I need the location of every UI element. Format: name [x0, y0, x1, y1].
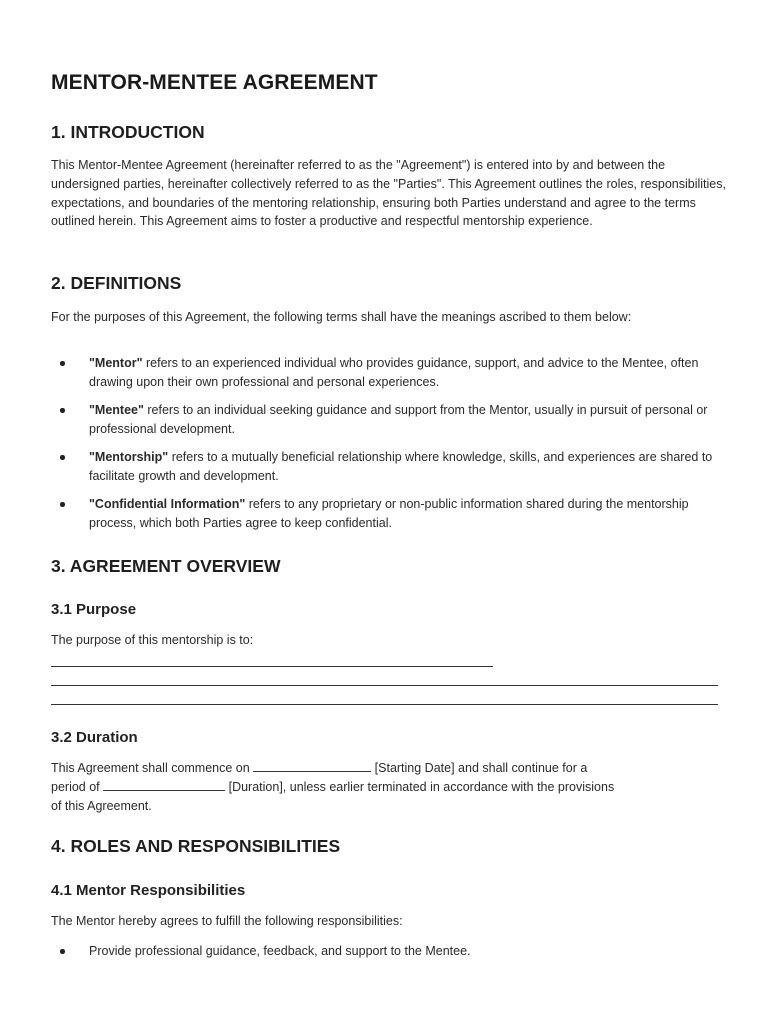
definition-term: "Confidential Information" — [89, 497, 246, 512]
duration-text: period of — [51, 779, 104, 794]
definition-text: refers to an individual seeking guidance and support from the Mentor, usually in pursuit of personal or professional development. — [89, 403, 708, 436]
starting-date-label: [Starting Date] and shall continue for a — [371, 761, 588, 775]
purpose-blank-line[interactable] — [51, 704, 718, 705]
purpose-blank-line[interactable] — [51, 666, 493, 667]
introduction-paragraph: This Mentor-Mentee Agreement (hereinafter referred to as the "Agreement") is entered into by and between the undersigned parties, hereinafter collectively referred to as the "Parties". This Agreement outlines the roles, responsibilities, expectations, and boundaries of the mentoring relationship, ensuring both Parties understand and agree to the terms outlined herein. This Agreement aims to foster a productive and respectful mentorship experience. — [51, 158, 726, 229]
duration-paragraph — [51, 759, 726, 815]
subsection-heading-mentor-responsibilities: 4.1 Mentor Responsibilities — [51, 882, 246, 899]
definition-text: refers to a mutually beneficial relationship where knowledge, skills, and experiences are shared to facilitate growth and development. — [89, 450, 713, 483]
mentor-responsibilities-lead: The Mentor hereby agrees to fulfill the following responsibilities: — [51, 914, 403, 928]
subsection-heading-duration: 3.2 Duration — [51, 729, 138, 746]
bullet-icon — [60, 949, 65, 954]
definition-term: "Mentorship" — [89, 450, 169, 465]
definition-term: "Mentee" — [89, 403, 144, 418]
bullet-icon — [60, 408, 65, 413]
bullet-icon — [60, 502, 65, 507]
section-heading-introduction: 1. INTRODUCTION — [51, 122, 205, 142]
bullet-icon — [60, 361, 65, 366]
purpose-lead-paragraph: The purpose of this mentorship is to: — [51, 633, 254, 647]
responsibility-text: Provide professional guidance, feedback, and support to the Mentee. — [89, 944, 471, 958]
duration-label: [Duration], unless earlier terminated in accordance with the provisions — [225, 779, 615, 794]
document-title: MENTOR-MENTEE AGREEMENT — [51, 71, 378, 94]
bullet-icon — [60, 455, 65, 460]
section-heading-definitions: 2. DEFINITIONS — [51, 273, 182, 293]
definitions-list — [51, 354, 731, 542]
definitions-lead-paragraph: For the purposes of this Agreement, the following terms shall have the meanings ascribed to them below: — [51, 310, 632, 324]
list-item — [51, 942, 731, 961]
list-item — [51, 495, 731, 533]
duration-text: This Agreement shall commence on — [51, 761, 254, 775]
section-heading-agreement-overview: 3. AGREEMENT OVERVIEW — [51, 556, 281, 576]
duration-blank[interactable] — [103, 778, 225, 791]
duration-text: of this Agreement. — [51, 798, 152, 813]
purpose-blank-line[interactable] — [51, 685, 718, 686]
definition-text: refers to an experienced individual who provides guidance, support, and advice to the Mentee, often drawing upon their own professional and personal experiences. — [89, 356, 699, 389]
list-item — [51, 354, 731, 392]
subsection-heading-purpose: 3.1 Purpose — [51, 601, 137, 618]
section-heading-roles-responsibilities: 4. ROLES AND RESPONSIBILITIES — [51, 836, 341, 856]
definition-text: refers to any proprietary or non-public information shared during the mentorship process, which both Parties agree to keep confidential. — [89, 497, 689, 531]
definition-term: "Mentor" — [89, 356, 143, 370]
starting-date-blank[interactable] — [253, 759, 371, 772]
list-item — [51, 448, 731, 486]
mentor-responsibilities-list — [51, 942, 731, 970]
list-item — [51, 401, 731, 439]
